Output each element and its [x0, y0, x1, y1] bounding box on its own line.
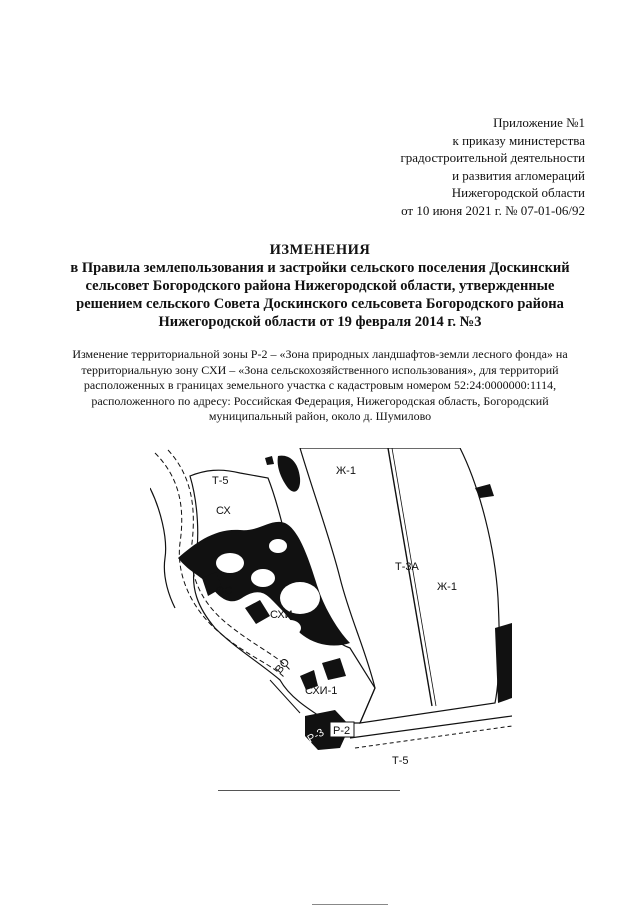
map-label-os: ОС: [216, 585, 233, 597]
rail-line: [392, 448, 436, 706]
map-label-zh1-top: Ж-1: [336, 465, 356, 477]
description-line: территориальную зону СХИ – «Зона сельскохозяйственного использования», для территорий: [81, 362, 559, 377]
map-label-r3: Р-3: [305, 726, 327, 746]
map-label-vo: ВО: [273, 656, 293, 676]
clearing: [279, 620, 301, 636]
appendix-line: градостроительной деятельности: [400, 150, 585, 165]
appendix-line: и развития агломераций: [452, 167, 585, 183]
description-line: расположенного по адресу: Российская Федерация, Нижегородская область, Богородский: [91, 393, 549, 408]
description-line: муниципальный район, около д. Шумилово: [208, 409, 432, 423]
outer-boundary: [150, 488, 175, 608]
separator-line: [218, 790, 400, 791]
appendix-block: [400, 114, 585, 219]
map-label-t5-bottom: Т-5: [392, 755, 409, 767]
map-label-sxi: СХИ: [270, 609, 293, 621]
zoning-map: [150, 448, 512, 786]
map-label-sxi1: СХИ-1: [305, 685, 338, 697]
forest-patch: [245, 600, 270, 624]
map-label-t5-top: Т-5: [212, 475, 229, 487]
title-heading: ИЗМЕНЕНИЯ: [269, 242, 371, 258]
map-label-sx: СХ: [216, 505, 231, 517]
road-boundary: [355, 726, 512, 748]
appendix-line: от 10 июня 2021 г. № 07-01-06/92: [401, 202, 585, 218]
forest-patch: [475, 484, 494, 498]
zoning-map-drawing: [150, 448, 512, 786]
road-boundary: [270, 680, 300, 713]
map-label-t3a: Т-3А: [395, 561, 419, 573]
road-boundary: [350, 716, 512, 738]
change-description: [60, 347, 580, 425]
map-label-p2: Р-2: [333, 725, 351, 737]
description-line: расположенных в границах земельного участка с кадастровым номером 52:24:0000000:1114,: [83, 378, 557, 392]
forest-patch: [265, 456, 274, 465]
description-line: Изменение территориальной зоны Р-2 – «Зона природных ландшафтов-земли лесного фонда» на: [72, 347, 568, 361]
title-line: решением сельского Совета Доскинского сельсовета Богородского района: [76, 296, 564, 312]
clearing: [269, 539, 287, 553]
appendix-line: к приказу министерства: [452, 132, 585, 148]
clearing: [251, 569, 275, 587]
forest-patch: [278, 456, 301, 492]
title-line: сельсовет Богородского района Нижегородской области, утвержденные: [85, 278, 555, 294]
clearing: [216, 553, 244, 573]
map-label-zh1-right: Ж-1: [437, 581, 457, 593]
appendix-line: Нижегородской области: [451, 185, 585, 200]
appendix-line: Приложение №1: [493, 115, 585, 130]
forest-patch: [495, 623, 512, 703]
rail-line: [388, 448, 432, 706]
title-line: в Правила землепользования и застройки сельского поселения Доскинский: [70, 260, 570, 276]
document-title: [60, 241, 580, 331]
forest-patch: [322, 658, 346, 680]
zone-boundary-zh1: [300, 448, 499, 723]
title-line: Нижегородской области от 19 февраля 2014 г. №3: [158, 314, 482, 330]
